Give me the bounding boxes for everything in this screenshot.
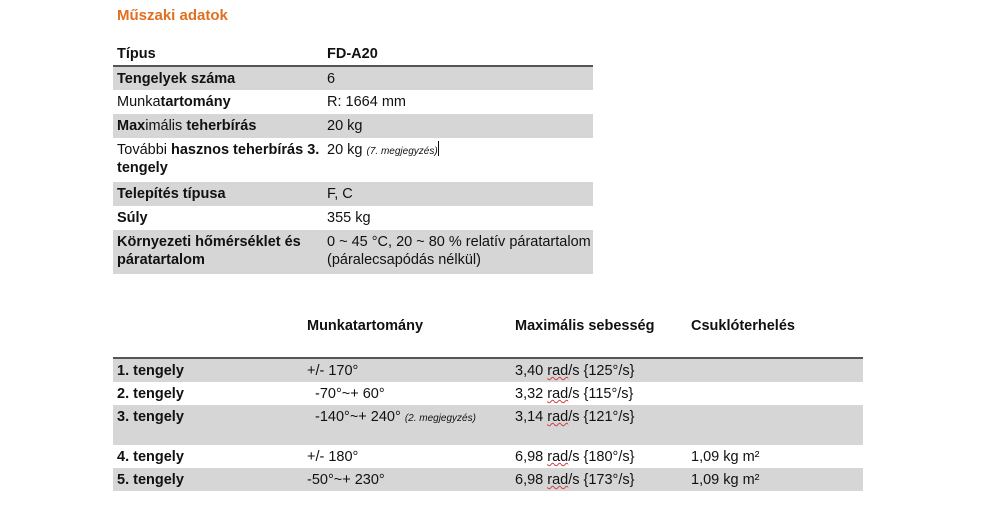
- spec-row: [113, 66, 593, 90]
- axis-label: 3. tengely: [117, 409, 184, 425]
- spec-header-label: Típus: [117, 46, 156, 62]
- spec-note: (7. megjegyzés): [366, 146, 438, 157]
- axis-label: 2. tengely: [117, 386, 184, 402]
- spec-row: [113, 230, 593, 274]
- spec-label: Telepítés típusa: [117, 186, 226, 202]
- spec-value: 0 ~ 45 °C, 20 ~ 80 % relatív páratartalom (páralecsapódás nélkül): [327, 234, 591, 268]
- axis-speed: 3,40 rad/s {125°/s}: [515, 363, 635, 379]
- spec-label: hasznos teherbírás 3. tengely: [117, 142, 320, 176]
- axis-load: [687, 358, 863, 382]
- axis-speed: 6,98 rad/s {180°/s}: [515, 449, 635, 465]
- spec-label: Súly: [117, 210, 148, 226]
- axis-speed: 3,14 rad/s {121°/s}: [515, 409, 635, 425]
- spec-row: [113, 182, 593, 206]
- axis-range: -50°~+ 230°: [307, 472, 385, 488]
- col-header-speed: Maximális sebesség: [515, 318, 655, 334]
- spec-row: [113, 90, 593, 114]
- spec-header-row: [113, 42, 593, 66]
- spec-label: tartomány: [160, 94, 231, 110]
- section-heading: Műszaki adatok: [117, 7, 228, 24]
- spec-row: [113, 114, 593, 138]
- table-row: [113, 405, 863, 445]
- spec-label-middle: imális: [145, 118, 187, 134]
- axis-label: 1. tengely: [117, 363, 184, 379]
- spec-label: Környezeti hőmérséklet és páratartalom: [117, 234, 301, 268]
- spec-value: F, C: [327, 186, 353, 202]
- table-row: [113, 445, 863, 468]
- table-row: [113, 382, 863, 405]
- axis-label: 4. tengely: [117, 449, 184, 465]
- axis-range: +/- 180°: [307, 449, 359, 465]
- spec-label-prefix: További: [117, 142, 172, 158]
- spec-label: teherbírás: [186, 118, 257, 134]
- spec-value: 6: [327, 71, 336, 87]
- spec-header-value: FD-A20: [327, 46, 378, 62]
- axis-label: 5. tengely: [117, 472, 184, 488]
- spec-value: 20 kg: [327, 118, 363, 134]
- spec-label-start: Max: [117, 118, 146, 134]
- axis-range: +/- 170°: [307, 363, 359, 379]
- axis-speed: 6,98 rad/s {173°/s}: [515, 472, 635, 488]
- axis-load: 1,09 kg m²: [691, 449, 760, 465]
- spec-row: [113, 206, 593, 230]
- axis-range: -140°~+ 240°: [315, 409, 401, 425]
- col-header-load: Csuklóterhelés: [691, 318, 795, 334]
- spec-value: 355 kg: [327, 210, 371, 226]
- col-header-range: Munkatartomány: [307, 318, 424, 334]
- axis-range: -70°~+ 60°: [315, 386, 385, 402]
- spec-label-prefix: Munka: [117, 94, 161, 110]
- spec-table: [113, 42, 593, 274]
- table-row: [113, 468, 863, 491]
- axis-load: 1,09 kg m²: [691, 472, 760, 488]
- axes-table: [113, 317, 863, 491]
- spec-value: 20 kg: [327, 142, 363, 158]
- axis-speed: 3,32 rad/s {115°/s}: [515, 386, 634, 402]
- table-row: [113, 358, 863, 382]
- spec-row: [113, 138, 593, 182]
- spec-value: R: 1664 mm: [327, 94, 406, 110]
- axis-range-note: (2. megjegyzés): [404, 413, 476, 424]
- axis-load: [687, 382, 863, 405]
- axis-load: [687, 405, 863, 445]
- spec-label: Tengelyek száma: [117, 71, 236, 87]
- text-cursor: [438, 141, 439, 156]
- axes-header-row: [113, 317, 863, 358]
